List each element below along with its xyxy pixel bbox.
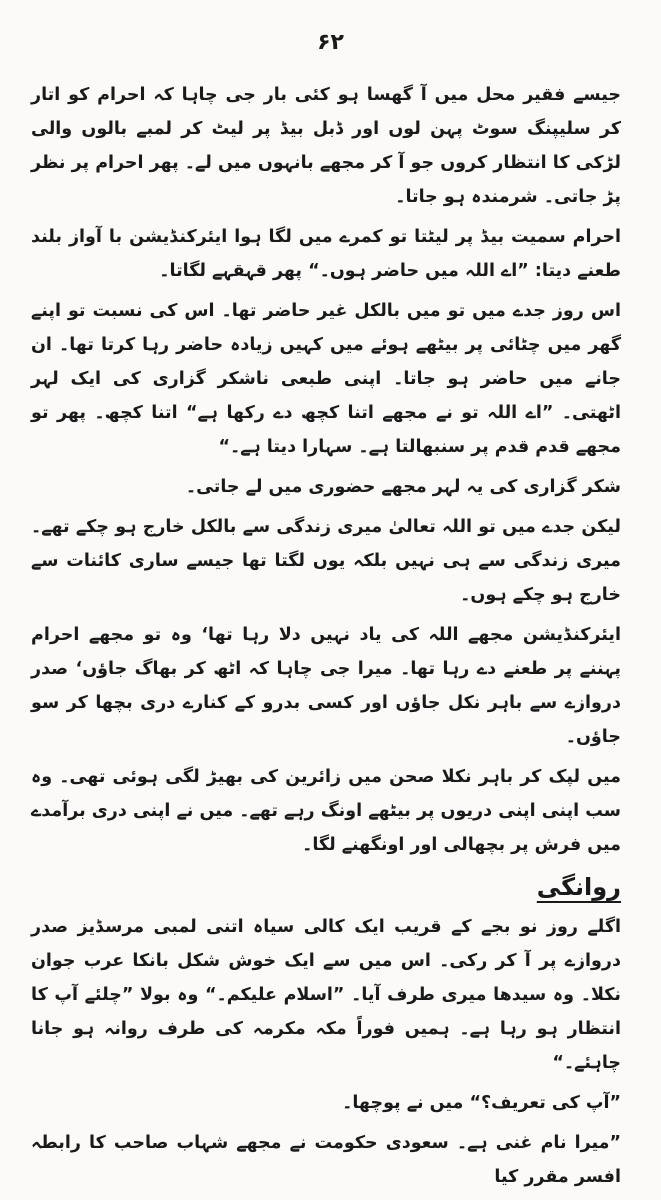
paragraph: جیسے فقیر محل میں آ گھسا ہو کئی بار جی چاہا کہ احرام کو اتار کر سلیپنگ سوٹ پہن لوں اور ڈبل بیڈ پر لیٹ کر لمبے بالوں والی لڑکی کا انتظار کروں جو آ کر مجھے بانہوں میں لے۔ پھر احرام پر نظر پڑ جاتی۔ شرمندہ ہو جاتا۔ — [31, 85, 621, 207]
section-heading: روانگی — [536, 873, 621, 901]
page-number: ۶۲ — [317, 30, 344, 55]
paragraph: ”میرا نام غنی ہے۔ سعودی حکومت نے مجھے شہاب صاحب کا رابطہ افسر مقرر کیا — [31, 1133, 621, 1187]
body-text — [31, 78, 621, 1200]
paragraph: احرام سمیت بیڈ پر لیٹتا تو کمرے میں لگا ہوا ایئرکنڈیشن با آواز بلند طعنے دیتا: ”اے اللہ میں حاضر ہوں۔“ پھر قہقہے لگاتا۔ — [31, 227, 621, 281]
paragraph: ”آپ کی تعریف؟“ میں نے پوچھا۔ — [342, 1093, 621, 1113]
paragraph: شکر گزاری کی یہ لہر مجھے حضوری میں لے جاتی۔ — [185, 477, 621, 497]
paragraph: لیکن جدے میں تو اللہ تعالیٰ میری زندگی سے بالکل خارج ہو چکے تھے۔ میری زندگی سے ہی نہیں بلکہ یوں لگتا تھا جیسے ساری کائنات سے خارج ہو چکے ہوں۔ — [31, 517, 621, 605]
paragraph: اس روز جدے میں تو میں بالکل غیر حاضر تھا۔ اس کی نسبت تو اپنے گھر میں چٹائی پر بیٹھے ہوئے میں کہیں زیادہ حاضر رہا کرتا تھا۔ ان جانے میں حاضر ہو جاتا۔ اپنی طبعی ناشکر گزاری کی ایک لہر اٹھتی۔ ”اے اللہ تو نے مجھے اتنا کچھ دے رکھا ہے“ اتنا کچھ۔ پھر تو مجھے قدم قدم پر سنبھالتا ہے۔ سہارا دیتا ہے۔“ — [31, 301, 621, 457]
paragraph: میں لپک کر باہر نکلا صحن میں زائرین کی بھیڑ لگی ہوئی تھی۔ وہ سب اپنی اپنی دریوں پر بیٹھے اونگ رہے تھے۔ میں نے اپنی دری برآمدے میں فرش پر بچھالی اور اونگھنے لگا۔ — [31, 767, 621, 855]
paragraph: اگلے روز نو بجے کے قریب ایک کالی سیاہ اتنی لمبی مرسڈیز صدر دروازے پر آ کر رکی۔ اس میں سے ایک خوش شکل بانکا عرب جوان نکلا۔ وہ سیدھا میری طرف آیا۔ ”اسلام علیکم۔“ وہ بولا ”چلئے آپ کا انتظار ہو رہا ہے۔ ہمیں فوراً مکہ مکرمہ کی طرف روانہ ہو جانا چاہئے۔“ — [31, 917, 621, 1073]
paragraph: ایئرکنڈیشن مجھے اللہ کی یاد نہیں دلا رہا تھا‘ وہ تو مجھے احرام پہننے پر طعنے دے رہا تھا۔ میرا جی چاہا کہ اٹھ کر بھاگ جاؤں‘ صدر دروازے سے باہر نکل جاؤں اور کسی بدرو کے کنارے دری بچھا کر سو جاؤں۔ — [31, 625, 621, 747]
